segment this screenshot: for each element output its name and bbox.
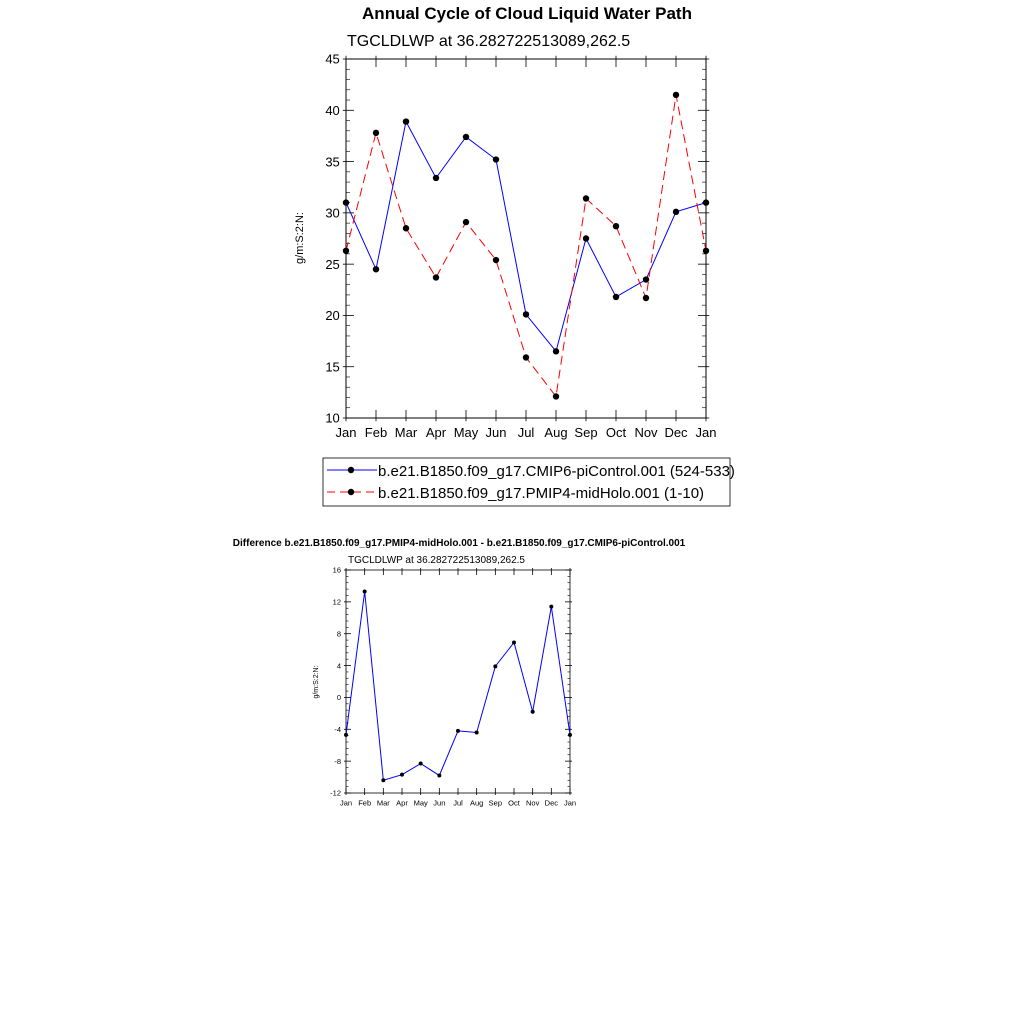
difference-chart-ytick-label: 8 [336, 629, 341, 639]
main-chart-series-point-0 [613, 294, 619, 300]
main-chart-series-point-1 [463, 219, 469, 225]
difference-chart-xtick-label: Jun [433, 798, 446, 808]
main-chart-series-point-1 [613, 223, 619, 229]
difference-chart-xtick-label: Jul [453, 798, 463, 808]
main-chart-ytick-label: 10 [325, 410, 340, 426]
difference-chart-ticks [330, 566, 576, 808]
main-chart-series-point-1 [403, 225, 409, 231]
main-chart-xtick-label: May [453, 425, 479, 441]
main-chart-xtick-label: Apr [425, 425, 447, 441]
difference-chart-series-point-0 [437, 773, 441, 777]
difference-chart-ytick-label: 12 [332, 597, 341, 607]
difference-chart-plot-area [346, 570, 570, 793]
main-chart-plot-area [346, 59, 706, 418]
main-chart-legend [323, 458, 735, 506]
main-chart [294, 4, 735, 506]
difference-chart-xtick-label: Oct [508, 798, 520, 808]
main-chart-series-point-0 [583, 235, 589, 241]
difference-chart-ytick-label: -4 [334, 724, 341, 734]
main-chart-xtick-label: Feb [364, 425, 388, 441]
main-chart-xtick-label: Dec [664, 425, 688, 441]
main-chart-title: Annual Cycle of Cloud Liquid Water Path [362, 4, 692, 23]
main-chart-series-point-0 [643, 276, 649, 282]
main-chart-series-point-0 [433, 175, 439, 181]
main-chart-ytick-label: 25 [325, 256, 340, 272]
difference-chart-series-point-0 [475, 730, 479, 734]
main-chart-xtick-label: Aug [544, 425, 568, 441]
difference-chart-series-point-0 [531, 710, 535, 714]
legend-entry-picontrol [327, 463, 735, 480]
difference-chart-xtick-label: Feb [358, 798, 372, 808]
main-chart-ytick-label: 45 [325, 51, 340, 67]
main-chart-series-point-1 [493, 257, 499, 263]
difference-chart-series-point-0 [400, 773, 404, 777]
main-chart-series-point-0 [553, 348, 559, 354]
difference-chart-xtick-label: May [413, 798, 428, 808]
difference-chart-xtick-label: Nov [525, 798, 540, 808]
main-chart-series-point-0 [673, 209, 679, 215]
main-chart-series-point-1 [703, 248, 709, 254]
main-chart-xtick-label: Oct [605, 425, 627, 441]
main-chart-series-point-1 [433, 274, 439, 280]
main-chart-series-point-0 [703, 199, 709, 205]
main-chart-xtick-label: Nov [634, 425, 658, 441]
main-chart-ytick-label: 30 [325, 205, 340, 221]
difference-chart-xtick-label: Jan [563, 798, 577, 808]
difference-chart-xtick-label: Mar [376, 798, 390, 808]
difference-chart-subtitle: TGCLDLWP at 36.282722513089,262.5 [348, 555, 525, 566]
main-chart-ytick-label: 15 [325, 359, 340, 375]
main-chart-ticks [325, 52, 716, 441]
legend-label-picontrol: b.e21.B1850.f09_g17.CMIP6-piControl.001 (524-533) [378, 463, 735, 480]
difference-chart-series-point-0 [456, 729, 460, 733]
difference-chart-xtick-label: Jan [339, 798, 353, 808]
main-chart-series-line-1 [346, 95, 706, 397]
main-chart-xtick-label: Jul [517, 425, 535, 441]
difference-chart-series-line-0 [346, 592, 570, 781]
legend-label-midholo: b.e21.B1850.f09_g17.PMIP4-midHolo.001 (1-10) [378, 485, 705, 502]
main-chart-series-point-0 [343, 199, 349, 205]
difference-chart-xtick-label: Aug [469, 798, 484, 808]
main-chart-series-point-0 [523, 311, 529, 317]
difference-chart-series [344, 590, 572, 783]
difference-chart-ytick-label: 0 [336, 693, 341, 703]
main-chart-xtick-label: Sep [574, 425, 598, 441]
main-chart-xtick-label: Jun [485, 425, 507, 441]
main-chart-ylabel: g/m:S:2:N: [294, 212, 306, 264]
main-chart-series-point-1 [673, 92, 679, 98]
main-chart-subtitle: TGCLDLWP at 36.282722513089,262.5 [347, 33, 631, 50]
difference-chart-title: Difference b.e21.B1850.f09_g17.PMIP4-midHolo.001 - b.e21.B1850.f09_g17.CMIP6-piControl.001 [232, 538, 686, 549]
difference-chart-series-point-0 [549, 605, 553, 609]
difference-chart-xtick-label: Dec [544, 798, 559, 808]
main-chart-ytick-label: 35 [325, 154, 340, 170]
difference-chart-ytick-label: -12 [330, 788, 341, 798]
main-chart-series-point-0 [463, 134, 469, 140]
main-chart-xtick-label: Jan [695, 425, 717, 441]
main-chart-series-point-0 [493, 156, 499, 162]
main-chart-series-point-1 [523, 354, 529, 360]
main-chart-series-point-1 [553, 393, 559, 399]
difference-chart-xtick-label: Sep [488, 798, 503, 808]
main-chart-ytick-label: 40 [325, 102, 340, 118]
difference-chart-ylabel: g/m:S:2:N: [313, 665, 320, 699]
main-chart-ytick-label: 20 [325, 308, 340, 324]
difference-chart-series-point-0 [568, 733, 572, 737]
difference-chart-series-point-0 [419, 762, 423, 766]
main-chart-series-point-1 [583, 195, 589, 201]
main-chart-series [343, 92, 709, 400]
difference-chart [233, 538, 686, 808]
difference-chart-ytick-label: 4 [336, 661, 341, 671]
main-chart-series-point-1 [373, 130, 379, 136]
difference-chart-xtick-label: Apr [396, 798, 408, 808]
main-chart-series-point-0 [373, 266, 379, 272]
difference-chart-series-point-0 [363, 590, 367, 594]
difference-chart-series-point-0 [512, 640, 516, 644]
difference-chart-series-point-0 [493, 664, 497, 668]
main-chart-series-point-1 [643, 295, 649, 301]
main-chart-xtick-label: Mar [394, 425, 418, 441]
main-chart-series-point-1 [343, 248, 349, 254]
difference-chart-series-point-0 [381, 778, 385, 782]
main-chart-xtick-label: Jan [335, 425, 357, 441]
difference-chart-ytick-label: 16 [332, 565, 341, 575]
main-chart-series-point-0 [403, 118, 409, 124]
difference-chart-ytick-label: -8 [334, 756, 341, 766]
difference-chart-series-point-0 [344, 733, 348, 737]
legend-entry-midholo [327, 485, 704, 502]
